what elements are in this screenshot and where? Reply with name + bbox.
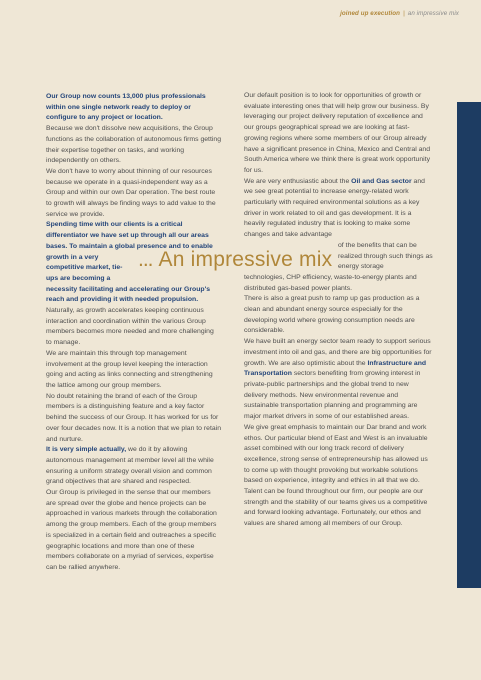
side-tab — [457, 102, 481, 588]
paragraph: Our Group is privileged in the sense that our members are spread over the globe and hence projects can be approached in various markets through the collaboration among the group members. Each of the group members is specialized in a certain field and outreaches a specific geographic locations and more than one of these members collaborate on a myriad of services, expertise can be rallied anywhere. — [46, 489, 217, 571]
paragraph: No doubt retaining the brand of each of the Group members is a distinguishing feature and a key factor behind the success of our Group. It has worked for us for over four decades now. It is a notion that we plan to retain and nurture. — [46, 392, 222, 443]
wrap-text: of the benefits that can be realized through such things as energy storage — [338, 241, 433, 271]
left-column — [46, 92, 221, 574]
right-column — [244, 91, 433, 530]
paragraph-text: We have built an energy sector team ready to support serious investment into oil and gas, and there are big opportunities for growth. We are also optimistic about the — [244, 338, 432, 367]
header-separator: | — [403, 10, 405, 17]
lead-paragraph: Our Group now counts 13,000 plus professionals within one single network ready to deploy or configure to any project or location. — [46, 93, 206, 122]
running-header — [340, 10, 459, 17]
paragraph-text: and we see great potential to increase energy-related work particularly with required environmental solutions as a key driver in work related to oil and gas development. It is a heavily regulated industry that is looking to make some changes and take advantage — [244, 177, 425, 239]
paragraph: technologies, CHP efficiency, waste-to-energy plants and distributed gas-based power plants. — [244, 273, 417, 292]
paragraph-wrap — [244, 241, 433, 273]
highlight-paragraph-end: necessity facilitating and accelerating our Group's reach and providing it with needed propulsion. — [46, 285, 211, 304]
paragraph: We are maintain this through top management involvement at the group level keeping the interaction going and acting as links connecting and strengthening the lattice among our group members. — [46, 349, 213, 389]
highlight-paragraph: Spending time with our clients is a critical differentiator we have set up through all our areas bases. To maintain a global presence and to enable — [46, 221, 213, 250]
paragraph: There is also a great push to ramp up gas production as a clean and abundant energy source especially for the developing world where growing consumption needs are considerable. — [244, 295, 420, 335]
paragraph-text: We are very enthusiastic about the — [244, 177, 352, 185]
paragraph — [244, 177, 433, 241]
paragraph: Our default position is to look for opportunities of growth or evaluate interesting ones that will help grow our business. By leveraging our project delivery reputation of excellence and our groups geographical spread we are looking at fast-growing regions where some members of our Group already have a significant presence in China, Mexico and Central and South America where we think there is great work opportunity for us. — [244, 92, 431, 174]
paragraph — [46, 445, 221, 488]
pull-quote-text: An impressive mix — [158, 248, 333, 271]
paragraph: Because we don't dissolve new acquisitions, the Group functions as the collaboration of autonomous firms getting their expertise together on tasks, and working independently on others. — [46, 125, 221, 165]
paragraph — [244, 337, 433, 423]
inline-highlight: Oil and Gas sector — [351, 177, 412, 185]
paragraph-text: we do it by allowing autonomous management at member level all the while ensuring a uniform strategy overall vision and common grand objectives that are shared and respected. — [46, 446, 214, 486]
header-title: an impressive mix — [407, 10, 459, 17]
inline-highlight: Infrastructure and Transportation — [244, 359, 427, 378]
paragraph-text: sectors benefiting from growing interest in private-public partnerships and the global trend to new delivery methods. New environmental revenue and sustainable transportation planning and programming are major market drivers in some of our established areas. — [244, 370, 421, 421]
paragraph: We give great emphasis to maintain our Dar brand and work ethos. Our particular blend of East and West is an invaluable asset combined with our long track record of delivery excellence, strong sense of entrepreneurship has allowed us to come up with thought provoking but workable solutions based on experience, integrity and ethics in all that we do. Talent can be found throughout our firm, our people are our strength and the stability of our teams gives us a competitive and forward looking advantage. Fortunately, our ethos and values are shared among all members of our Group. — [244, 423, 428, 528]
paragraph: We don't have to worry about thinning of our resources because we operate in a quasi-independent way as a Group and within our own Dar operation. The best route to growth will always be finding ways to add value to the service we provide. — [46, 167, 216, 218]
pull-quote-dots: ... — [138, 248, 153, 271]
header-section: joined up execution — [340, 10, 401, 17]
paragraph: Naturally, as growth accelerates keeping continuous interaction and coordination within the various Group members becomes more needed and more challenging to manage. — [46, 307, 214, 347]
wrap-text: growth in a very competitive market, tie-ups are becoming a — [46, 253, 123, 282]
inline-highlight: It is very simple actually, — [46, 446, 127, 454]
